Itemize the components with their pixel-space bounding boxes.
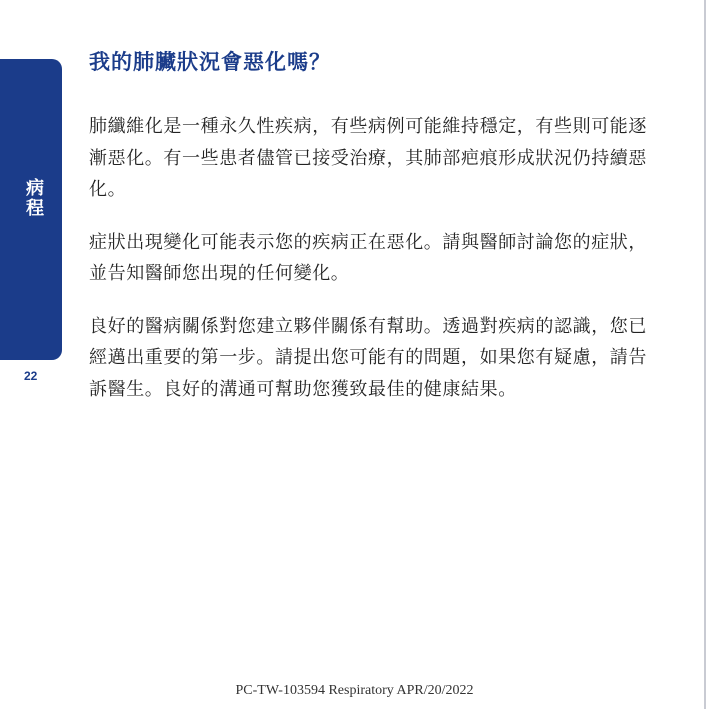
paragraph-1: 肺纖維化是一種永久性疾病，有些病例可能維持穩定，有些則可能逐漸惡化。有一些患者儘管已接受治療，其肺部疤痕形成狀況仍持續惡化。 [89, 116, 647, 200]
page-title: 我的肺臟狀況會惡化嗎？ [89, 50, 331, 74]
footer-code: PC-TW-103594 Respiratory APR/20/2022 [235, 683, 474, 698]
paragraph-3: 良好的醫病關係對您建立夥伴關係有幫助。透過對疾病的認識，您已經邁出重要的第一步。請提出您可能有的問題，如果您有疑慮，請告訴醫生。良好的溝通可幫助您獲致最佳的健康結果。 [89, 315, 647, 400]
body-content [89, 111, 661, 426]
chapter-tab-label: 病程 [23, 178, 44, 218]
paragraph-2: 症狀出現變化可能表示您的疾病正在惡化。請與醫師討論您的症狀，並告知醫師您出現的任何變化。 [89, 231, 647, 284]
page-edge-divider [704, 0, 706, 709]
page-number: 22 [24, 369, 38, 383]
